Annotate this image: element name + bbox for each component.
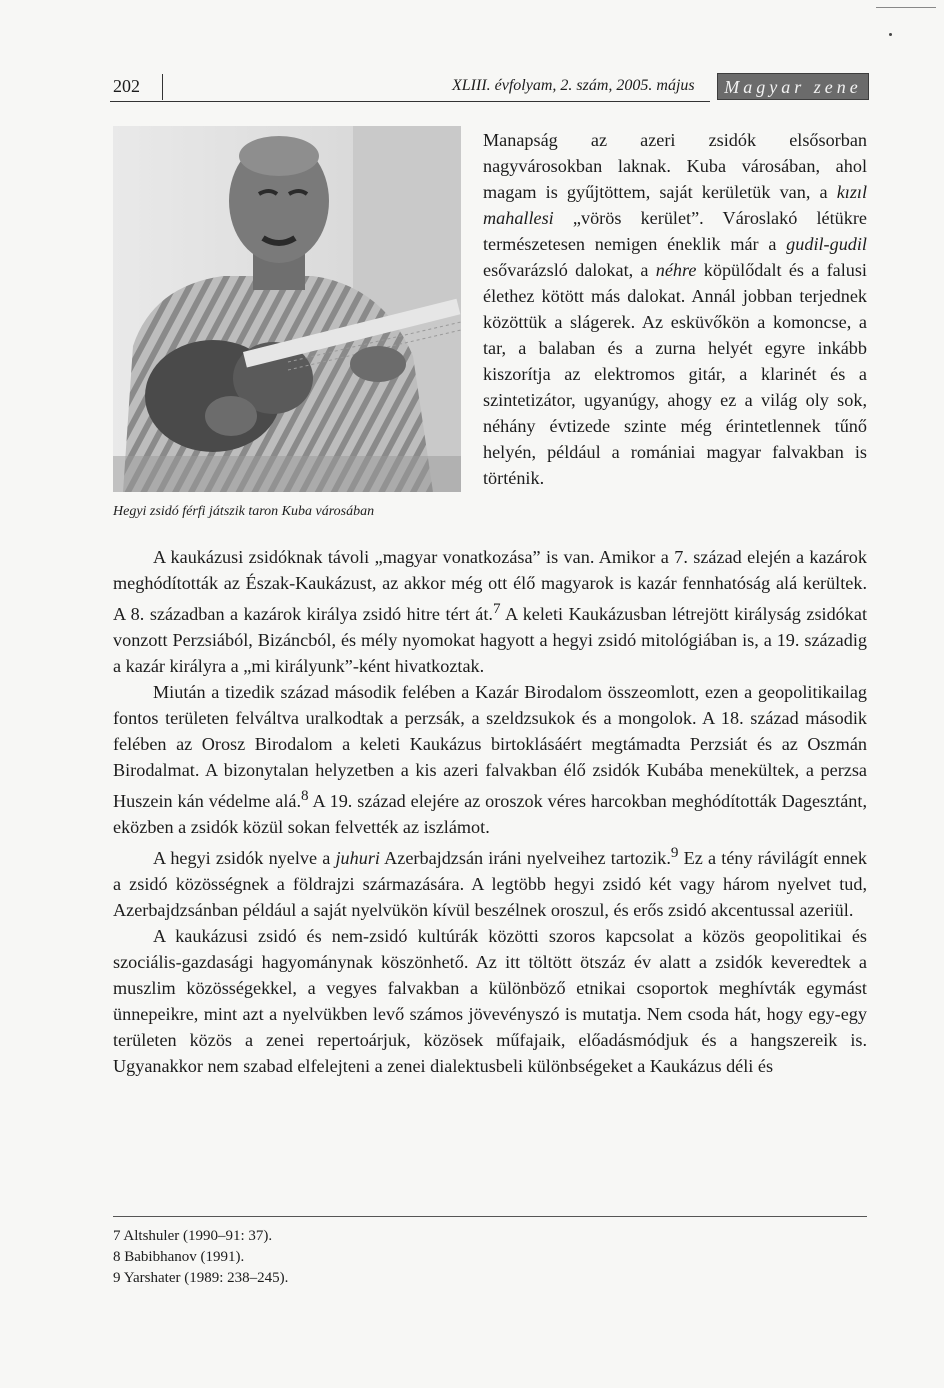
footnote-ref[interactable]: 8 — [301, 787, 309, 805]
text-run: A kaukázusi zsidó és nem-zsidó kultúrák közötti szoros kapcsolat a közös geopolitikai és szociális-gazdasági hagyománynak köszönhető. Az itt töltött ötszáz év alatt a zsidók keveredtek a muszlim közösségekkel, a vegyes falvakban a különböző etnikai csoportok meghívták egymást ünnepeikre, mint azt a nyelvükben levő számos jövevényszó is mutatja. Nem csoda hát, hogy egy-egy területen közös a zenei repertoárjuk, közösek műfajaik, előadásmódjuk és a hangszereik is. Ugyanakkor nem szabad elfelejteni a zenei dialektusbeli különbségeket a Kaukázus déli és — [113, 926, 867, 1077]
text-run: Azerbajdzsán iráni nyelveihez tartozik. — [379, 848, 671, 869]
intro-paragraph — [483, 127, 867, 491]
footnote-8: 8 Babibhanov (1991). — [113, 1249, 245, 1265]
photo-bottom-shade — [113, 456, 461, 492]
text-run: A 19. század elejére az oroszok véres harcokban meghódították Dagesztánt, eközben a zsidók közül sokan felvették az iszlámot. — [113, 791, 867, 838]
italic-term: néhre — [655, 260, 697, 280]
paragraph-language — [113, 840, 867, 923]
body-text — [113, 544, 867, 1079]
text-run: A keleti Kaukázusban létrejött királyság zsidókat vonzott Perzsiából, Bizáncból, és mély nyomokat hagyott a hegyi zsidó mitológiában is, a 19. századig a kazár királyra a „mi királyunk”-ként hivatkoztak. — [113, 604, 867, 677]
footnote-ref[interactable]: 9 — [670, 844, 679, 862]
scan-edge-line — [876, 7, 936, 8]
page-number: 202 — [113, 76, 140, 96]
running-header — [0, 0, 944, 110]
right-hand — [205, 396, 257, 436]
header-rule — [110, 101, 710, 102]
text-run: „vörös kerület”. Városlakó létükre természetesen nemigen éneklik már a — [483, 208, 867, 254]
italic-term: gudil-gudil — [786, 234, 867, 254]
text-run: A hegyi zsidók nyelve a — [153, 848, 336, 869]
left-hand — [350, 346, 406, 382]
journal-badge: Magyar zene — [717, 73, 869, 100]
text-run: A kaukázusi zsidóknak távoli „magyar vonatkozása” is van. Amikor a 7. század elején a kazárok meghódították az Észak-Kaukázust, az akkor még ott élő magyarok is kazár fennhatóság alá kerültek. A 8. században a kazárok királya zsidó hitre tért át. — [113, 547, 867, 625]
bald-crown — [239, 136, 319, 176]
issue-info: XLIII. évfolyam, 2. szám, 2005. május — [452, 77, 695, 94]
italic-term: juhuri — [335, 848, 380, 869]
scan-speck — [889, 33, 892, 36]
text-run: köpülődalt és a falusi élethez kötött más dalokat. Annál jobban terjednek közöttük a slágerek. Az esküvőkön a komoncse, a tar, a balaban és a zurna helyét egyre inkább kiszorítja az elektromos gitár, a klarinét és a szintetizátor, ugyanúgy, ahogy ez a világ oly sok, néhány évtizede szinte még érintetlennek tűnő helyén, például a romániai magyar falvakban is történik. — [483, 260, 867, 488]
header-divider — [162, 74, 163, 100]
text-run: Manapság az azeri zsidók elsősorban nagyvárosokban laknak. Kuba városában, ahol magam is gyűjtöttem, saját kerületük van, a — [483, 130, 867, 202]
footnote-7: 7 Altshuler (1990–91: 37). — [113, 1228, 273, 1244]
paragraph-culture — [113, 923, 867, 1079]
footnote-9: 9 Yarshater (1989: 238–245). — [113, 1270, 289, 1286]
paragraph-kazars — [113, 544, 867, 679]
photo-man-playing-tar — [113, 126, 461, 492]
wrapped-paragraph — [483, 127, 867, 491]
paragraph-history — [113, 679, 867, 840]
footnote-ref[interactable]: 7 — [492, 600, 501, 617]
italic-term: kızıl mahallesi — [483, 182, 867, 228]
footnotes — [113, 1226, 288, 1289]
text-run: esővarázsló dalokat, a — [483, 260, 656, 280]
footnote-rule — [113, 1216, 867, 1217]
figure-caption: Hegyi zsidó férfi játszik taron Kuba városában — [113, 504, 375, 519]
text-run: Ez a tény rávilágít ennek a zsidó közösségnek a földrajzi származására. A legtöbb hegyi zsidó két vagy három nyelvet tud, Azerbajdzsánban például a saját nyelvükön kívül beszélnek oroszul, és erős zsidó akcentussal azeriül. — [113, 848, 867, 921]
text-run: Miután a tizedik század második felében a Kazár Birodalom összeomlott, ezen a geopolitikailag fontos területen felváltva uralkodtak a perzsák, a szeldzsukok és a mongolok. A 18. század második felében az Orosz Birodalom a keleti Kaukázus birtoklásáért megtámadta Perzsiát és az Oszmán Birodalmat. A bizonytalan helyzetben a kis azeri falvakban élő zsidók Kubába menekültek, a perzsa Huszein kán védelme alá. — [113, 682, 867, 812]
